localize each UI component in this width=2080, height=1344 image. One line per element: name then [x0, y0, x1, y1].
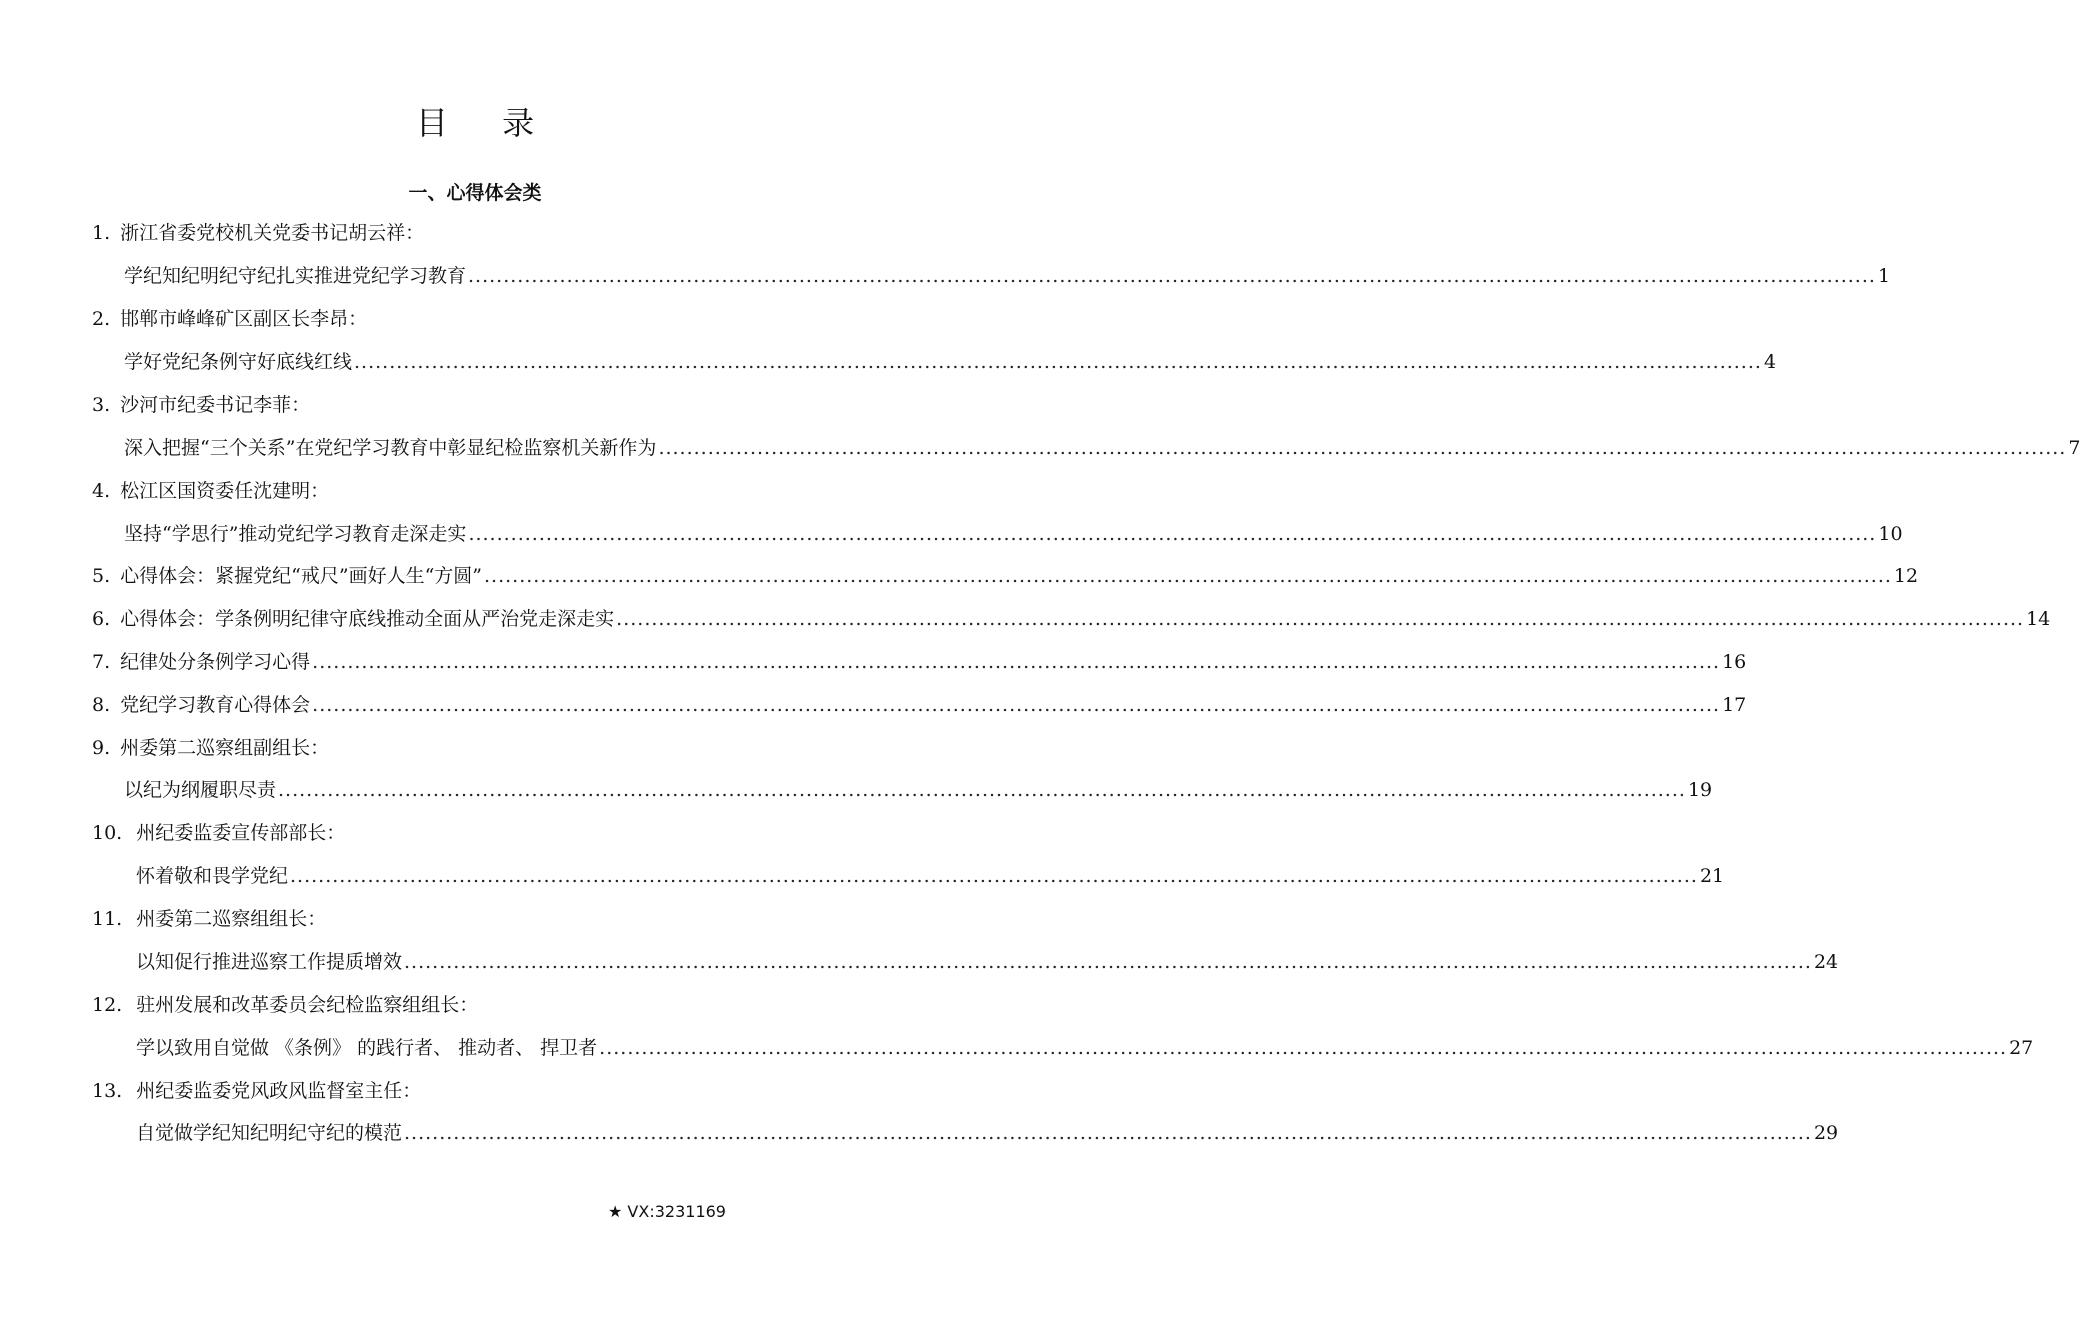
toc-entry-2 [124, 347, 1777, 374]
toc-number: 9. [92, 737, 111, 759]
dot-leader: ........................................................................................................................................................................................................ [354, 351, 1762, 373]
dot-leader: ........................................................................................................................................................................................................ [278, 779, 1686, 801]
toc-entry-11-head [92, 904, 326, 931]
toc-title: 自觉做学纪知纪明纪守纪的模范 [136, 1122, 403, 1144]
toc-author: 州纪委监委宣传部部长： [136, 822, 346, 844]
toc-number: 10. [92, 822, 123, 844]
toc-number: 8. [92, 694, 111, 716]
toc-entry-9 [124, 775, 1713, 802]
toc-page-number: 27 [2009, 1037, 2034, 1059]
toc-entry-8 [92, 690, 1747, 717]
toc-entry-10 [136, 861, 1725, 888]
toc-author: 邯郸市峰峰矿区副区长李昂： [120, 308, 368, 330]
toc-number: 7. [92, 651, 111, 673]
toc-title: 心得体会：紧握党纪“戒尺”画好人生“方圆” [120, 565, 482, 587]
toc-entry-1 [124, 261, 1891, 288]
toc-page-number: 19 [1687, 779, 1713, 801]
toc-number: 2. [92, 308, 111, 330]
toc-number: 3. [92, 394, 111, 416]
toc-entry-12-head [92, 990, 478, 1017]
toc-entry-11 [136, 947, 1839, 974]
toc-page-number: 14 [2026, 608, 2051, 630]
toc-title: 以纪为纲履职尽责 [124, 779, 277, 801]
toc-entry-6 [92, 604, 2051, 631]
dot-leader: ........................................................................................................................................................................................................ [312, 651, 1721, 673]
toc-entry-3 [124, 433, 2080, 460]
toc-entry-5 [92, 561, 1919, 588]
toc-number: 6. [92, 608, 111, 630]
toc-number: 5. [92, 565, 111, 587]
toc-title: 学好党纪条例守好底线红线 [124, 351, 353, 373]
toc-title: 学以致用自觉做 《条例》 的践行者、 推动者、 捍卫者 [136, 1037, 598, 1059]
toc-page-number: 16 [1722, 651, 1747, 673]
dot-leader: ........................................................................................................................................................................................................ [468, 523, 1877, 545]
toc-page-number: 10 [1878, 523, 1903, 545]
toc-entry-1-head [92, 218, 424, 245]
dot-leader: ........................................................................................................................................................................................................ [404, 951, 1812, 973]
toc-author: 浙江省委党校机关党委书记胡云祥： [120, 222, 425, 244]
toc-number: 1. [92, 222, 111, 244]
toc-author: 州纪委监委党风政风监督室主任： [136, 1080, 422, 1102]
toc-entry-13-head [92, 1076, 421, 1103]
toc-title: 学纪知纪明纪守纪扎实推进党纪学习教育 [124, 265, 467, 287]
toc-page-number: 29 [1813, 1122, 1839, 1144]
toc-entry-4 [124, 519, 1903, 546]
page-title: 目 录 [415, 104, 557, 142]
toc-page-number: 12 [1893, 565, 1919, 587]
dot-leader: ........................................................................................................................................................................................................ [616, 608, 2025, 630]
toc-title: 深入把握“三个关系”在党纪学习教育中彰显纪检监察机关新作为 [124, 437, 657, 459]
contact-footer: ★ VX:3231169 [608, 1202, 726, 1221]
dot-leader: ........................................................................................................................................................................................................ [599, 1037, 2008, 1059]
toc-number: 4. [92, 480, 111, 502]
toc-page-number: 1 [1877, 265, 1891, 287]
toc-author: 驻州发展和改革委员会纪检监察组组长： [136, 994, 479, 1016]
toc-entry-7 [92, 647, 1747, 674]
toc-page-number: 7 [2068, 437, 2080, 459]
toc-title: 以知促行推进巡察工作提质增效 [136, 951, 403, 973]
dot-leader: ........................................................................................................................................................................................................ [290, 865, 1698, 887]
toc-title: 坚持“学思行”推动党纪学习教育走深走实 [124, 523, 467, 545]
toc-page-number: 21 [1699, 865, 1725, 887]
toc-entry-4-head [92, 476, 329, 503]
toc-entry-3-head [92, 390, 310, 417]
toc-entry-10-head [92, 818, 345, 845]
toc-author: 沙河市纪委书记李菲： [120, 394, 311, 416]
dot-leader: ........................................................................................................................................................................................................ [468, 265, 1876, 287]
toc-number: 11. [92, 908, 123, 930]
toc-number: 13. [92, 1080, 123, 1102]
toc-entry-12 [136, 1033, 2034, 1060]
dot-leader: ........................................................................................................................................................................................................ [658, 437, 2067, 459]
dot-leader: ........................................................................................................................................................................................................ [312, 694, 1721, 716]
toc-author: 州委第二巡察组副组长： [120, 737, 330, 759]
dot-leader: ........................................................................................................................................................................................................ [484, 565, 1892, 587]
toc-page-number: 17 [1722, 694, 1747, 716]
toc-author: 松江区国资委任沈建明： [120, 480, 330, 502]
toc-entry-9-head [92, 733, 329, 760]
toc-entry-13 [136, 1118, 1839, 1145]
toc-number: 12. [92, 994, 123, 1016]
toc-page-number: 4 [1763, 351, 1777, 373]
toc-title: 怀着敬和畏学党纪 [136, 865, 289, 887]
dot-leader: ........................................................................................................................................................................................................ [404, 1122, 1812, 1144]
toc-entry-2-head [92, 304, 367, 331]
toc-title: 党纪学习教育心得体会 [120, 694, 311, 716]
toc-page-number: 24 [1813, 951, 1839, 973]
section-heading: 一、心得体会类 [408, 182, 542, 204]
toc-title: 纪律处分条例学习心得 [120, 651, 311, 673]
toc-author: 州委第二巡察组组长： [136, 908, 327, 930]
toc-title: 心得体会：学条例明纪律守底线推动全面从严治党走深走实 [120, 608, 615, 630]
